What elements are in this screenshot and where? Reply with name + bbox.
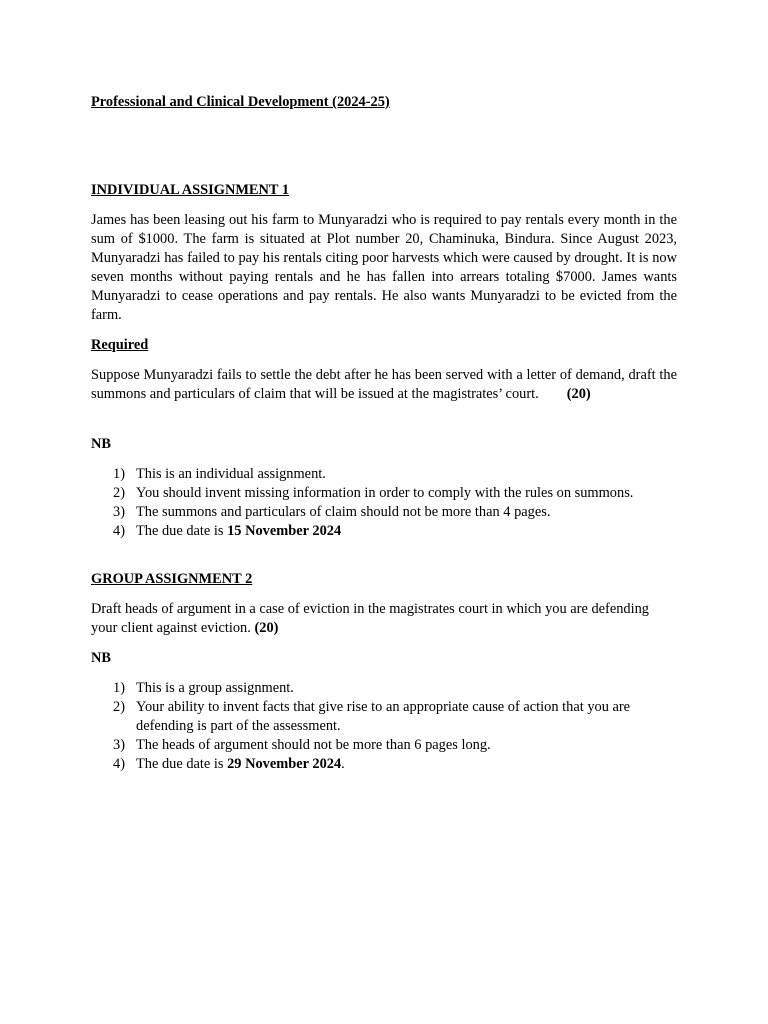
assignment-2-nb-list	[91, 679, 677, 774]
required-label: Required	[91, 337, 149, 353]
assignment-1-nb-label: NB	[91, 436, 111, 452]
assignment-1-question	[91, 366, 677, 404]
assignment-1-marks: (20)	[566, 386, 591, 402]
list-item-number: 3)	[113, 504, 125, 520]
assignment-2-task	[91, 600, 677, 638]
list-item-number: 2)	[113, 485, 125, 501]
due-date: 29 November 2024	[227, 756, 342, 772]
list-item-number: 1)	[113, 466, 125, 482]
list-item-number: 3)	[113, 737, 125, 753]
list-item	[91, 522, 677, 541]
list-item-text: You should invent missing information in order to comply with the rules on summons.	[136, 485, 634, 501]
list-item	[91, 465, 677, 484]
list-item	[91, 736, 677, 755]
list-item-text: This is a group assignment.	[136, 680, 294, 696]
list-item-text: The summons and particulars of claim should not be more than 4 pages.	[136, 504, 551, 520]
list-item-text: The heads of argument should not be more than 6 pages long.	[136, 737, 491, 753]
assignment-2-marks: (20)	[254, 620, 279, 636]
assignment-1-heading: INDIVIDUAL ASSIGNMENT 1	[91, 182, 290, 198]
individual-assignment-section	[91, 181, 677, 541]
list-item	[91, 484, 677, 503]
list-item-number: 2)	[113, 699, 125, 715]
list-item-suffix: .	[341, 756, 345, 772]
document-title: Professional and Clinical Development (2024-25)	[91, 94, 390, 110]
list-item-text: This is an individual assignment.	[136, 466, 326, 482]
list-item-text: Your ability to invent facts that give rise to an appropriate cause of action that you are defending is part of the assessment.	[136, 699, 631, 734]
list-item	[91, 755, 677, 774]
list-item-text: The due date is	[136, 523, 228, 539]
list-item-number: 4)	[113, 523, 125, 539]
assignment-1-question-text: Suppose Munyaradzi fails to settle the debt after he has been served with a letter of demand, draft the summons and particulars of claim that will be issued at the magistrates’ court.	[91, 367, 677, 402]
assignment-2-nb-label: NB	[91, 650, 111, 666]
due-date: 15 November 2024	[227, 523, 342, 539]
list-item-number: 1)	[113, 680, 125, 696]
list-item	[91, 698, 677, 736]
assignment-1-nb-list	[91, 465, 677, 541]
assignment-2-task-text: Draft heads of argument in a case of eviction in the magistrates court in which you are defending your client against eviction.	[91, 601, 649, 636]
assignment-2-heading: GROUP ASSIGNMENT 2	[91, 571, 253, 587]
group-assignment-section	[91, 570, 677, 774]
assignment-1-scenario: James has been leasing out his farm to Munyaradzi who is required to pay rentals every month in the sum of $1000. The farm is situated at Plot number 20, Chaminuka, Bindura. Since August 2023, Munyaradzi has failed to pay his rentals citing poor harvests which were caused by drought. It is now seven months without paying rentals and he has fallen into arrears totaling $7000. James wants Munyaradzi to cease operations and pay rentals. He also wants Munyaradzi to be evicted from the farm.	[91, 212, 677, 323]
list-item	[91, 503, 677, 522]
list-item-text: The due date is	[136, 756, 228, 772]
list-item	[91, 679, 677, 698]
list-item-number: 4)	[113, 756, 125, 772]
